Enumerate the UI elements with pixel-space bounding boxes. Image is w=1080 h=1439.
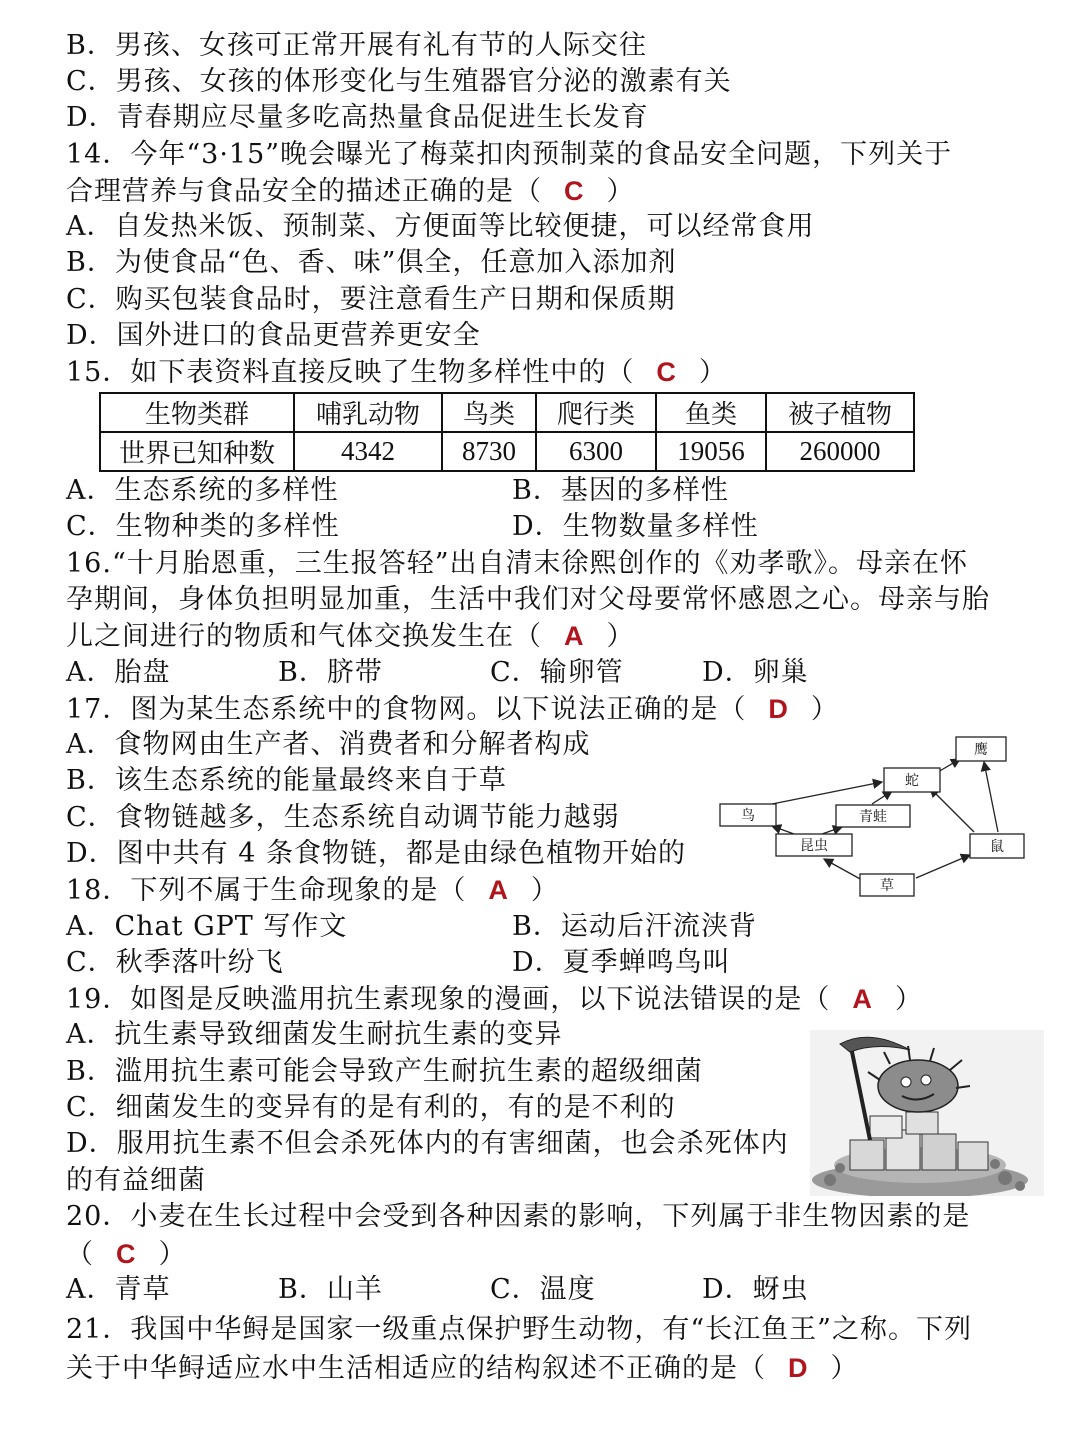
table-cell: 6300 — [536, 432, 656, 471]
q15-options-row2 — [66, 509, 340, 545]
arrow-insect-bird — [772, 826, 794, 834]
q15-option-a: A．生态系统的多样性 — [66, 475, 339, 506]
q18-stem — [66, 872, 559, 909]
q17-stem — [66, 691, 839, 728]
antibiotic-cartoon-image — [810, 1030, 1044, 1196]
q14-option-a: A．自发热米饭、预制菜、方便面等比较便捷，可以经常食用 — [66, 211, 815, 242]
q18-close-paren: ） — [530, 875, 559, 906]
q20-option-d: D．蚜虫 — [702, 1274, 809, 1305]
q18-option-a: A．Chat GPT 写作文 — [66, 911, 348, 942]
q16-option-c: C．输卵管 — [490, 657, 624, 688]
node-mouse: 鼠 — [990, 839, 1004, 855]
q21-answer: D — [788, 1353, 809, 1383]
species-count-table — [99, 392, 915, 472]
q14-option-c: C．购买包装食品时，要注意看生产日期和保质期 — [66, 284, 676, 315]
q15-stem-text: 15．如下表资料直接反映了生物多样性中的（ — [66, 357, 635, 388]
q17-option-a: A．食物网由生产者、消费者和分解者构成 — [66, 729, 591, 760]
q16-option-d: D．卵巢 — [702, 657, 809, 688]
table-cell: 19056 — [656, 432, 766, 471]
q19-option-d-line2: 的有益细菌 — [66, 1165, 206, 1196]
q14-stem-line1: 14．今年“3·15”晚会曝光了梅菜扣肉预制菜的食品安全问题，下列关于 — [66, 139, 953, 170]
q13-option-c: C．男孩、女孩的体形变化与生殖器官分泌的激素有关 — [66, 66, 732, 97]
q15-options-row1 — [66, 473, 339, 509]
q15-option-d: D．生物数量多样性 — [512, 511, 759, 542]
q14-answer: C — [564, 176, 585, 206]
arrow-grass-mouse — [916, 855, 970, 878]
table-header-cell: 鸟类 — [442, 393, 536, 432]
node-eagle: 鹰 — [974, 742, 988, 758]
table-header-cell: 鱼类 — [656, 393, 766, 432]
arrow-insect-frog — [822, 827, 842, 834]
table-cell: 8730 — [442, 432, 536, 471]
q17-option-d: D．图中共有 4 条食物链，都是由绿色植物开始的 — [66, 838, 686, 869]
q18-stem-text: 18．下列不属于生命现象的是（ — [66, 875, 467, 906]
q21-stem-text: 关于中华鲟适应水中生活相适应的结构叙述不正确的是（ — [66, 1353, 766, 1384]
table-header-cell: 爬行类 — [536, 393, 656, 432]
table-row — [100, 432, 914, 471]
q15-option-b: B．基因的多样性 — [512, 475, 729, 506]
food-web-diagram — [712, 728, 1032, 900]
q19-option-b: B．滥用抗生素可能会导致产生耐抗生素的超级细菌 — [66, 1056, 703, 1087]
arrow-frog-snake — [872, 791, 892, 804]
q16-options — [66, 655, 809, 691]
table-cell: 260000 — [766, 432, 914, 471]
q20-options — [66, 1272, 809, 1308]
table-header-cell: 被子植物 — [766, 393, 914, 432]
q16-option-b: B．脐带 — [278, 657, 383, 688]
q14-option-d: D．国外进口的食品更营养更安全 — [66, 320, 481, 351]
node-snake: 蛇 — [905, 773, 919, 789]
q17-option-c: C．食物链越多，生态系统自动调节能力越弱 — [66, 802, 620, 833]
arrow-grass-insect — [824, 859, 862, 880]
arrow-mouse-snake — [930, 788, 974, 832]
q16-stem-line2: 孕期间，身体负担明显加重，生活中我们对父母要常怀感恩之心。母亲与胎 — [66, 584, 990, 615]
q15-option-c: C．生物种类的多样性 — [66, 511, 340, 542]
q19-close-paren: ） — [894, 984, 923, 1015]
q16-stem-text: 儿之间进行的物质和气体交换发生在（ — [66, 621, 542, 652]
q20-answer: C — [116, 1239, 137, 1269]
q20-option-a: A．青草 — [66, 1274, 171, 1305]
q15-close-paren: ） — [698, 357, 727, 388]
q18-option-d: D．夏季蝉鸣鸟叫 — [512, 947, 731, 978]
q19-option-c: C．细菌发生的变异有的是有利的，有的是不利的 — [66, 1092, 676, 1123]
q20-option-c: C．温度 — [490, 1274, 596, 1305]
q20-stem: 20．小麦在生长过程中会受到各种因素的影响，下列属于非生物因素的是 — [66, 1201, 971, 1232]
q18-option-b: B．运动后汗流浃背 — [512, 911, 757, 942]
table-header-cell: 生物类群 — [100, 393, 294, 432]
q16-close-paren: ） — [606, 621, 635, 652]
node-bird: 鸟 — [741, 808, 755, 824]
table-header-cell: 哺乳动物 — [294, 393, 442, 432]
arrow-bird-snake — [772, 782, 882, 804]
table-cell: 世界已知种数 — [100, 432, 294, 471]
q19-answer: A — [852, 984, 873, 1014]
q21-close-paren: ） — [830, 1353, 859, 1384]
q19-option-d-line1: D．服用抗生素不但会杀死体内的有害细菌，也会杀死体内 — [66, 1128, 789, 1159]
q19-option-a: A．抗生素导致细菌发生耐抗生素的变异 — [66, 1019, 563, 1050]
node-grass: 草 — [880, 878, 894, 894]
q17-option-b: B．该生态系统的能量最终来自于草 — [66, 765, 507, 796]
q18-answer: A — [488, 875, 509, 905]
q20-option-b: B．山羊 — [278, 1274, 383, 1305]
q20-close-paren: ） — [158, 1239, 187, 1270]
q15-answer: C — [656, 357, 677, 387]
q14-close-paren: ） — [606, 176, 635, 207]
arrow-mouse-eagle — [984, 762, 998, 832]
q17-close-paren: ） — [810, 694, 839, 725]
table-header-row — [100, 393, 914, 432]
q16-answer: A — [564, 621, 585, 651]
q13-option-d: D．青春期应尽量多吃高热量食品促进生长发育 — [66, 102, 649, 133]
q18-option-c: C．秋季落叶纷飞 — [66, 947, 284, 978]
q21-stem-line2 — [66, 1350, 859, 1387]
q14-stem-text: 合理营养与食品安全的描述正确的是（ — [66, 176, 542, 207]
q17-answer: D — [768, 694, 789, 724]
q16-stem-line1: 16.“十月胎恩重，三生报答轻”出自清末徐熙创作的《劝孝歌》。母亲在怀 — [66, 548, 969, 579]
q13-option-b: B．男孩、女孩可正常开展有礼有节的人际交往 — [66, 30, 647, 61]
q20-answer-line — [66, 1236, 187, 1273]
table-cell: 4342 — [294, 432, 442, 471]
node-insect: 昆虫 — [800, 838, 828, 854]
q15-stem — [66, 354, 727, 391]
q21-stem-line1: 21．我国中华鲟是国家一级重点保护野生动物，有“长江鱼王”之称。下列 — [66, 1314, 972, 1345]
q20-open-paren: （ — [66, 1239, 94, 1270]
q14-option-b: B．为使食品“色、香、味”俱全，任意加入添加剂 — [66, 247, 677, 278]
q17-stem-text: 17．图为某生态系统中的食物网。以下说法正确的是（ — [66, 694, 747, 725]
q19-stem — [66, 981, 923, 1018]
q16-option-a: A．胎盘 — [66, 657, 171, 688]
q19-stem-text: 19．如图是反映滥用抗生素现象的漫画，以下说法错误的是（ — [66, 984, 831, 1015]
q16-stem-line3 — [66, 618, 635, 655]
node-frog: 青蛙 — [859, 809, 887, 825]
q14-stem-line2 — [66, 173, 635, 210]
